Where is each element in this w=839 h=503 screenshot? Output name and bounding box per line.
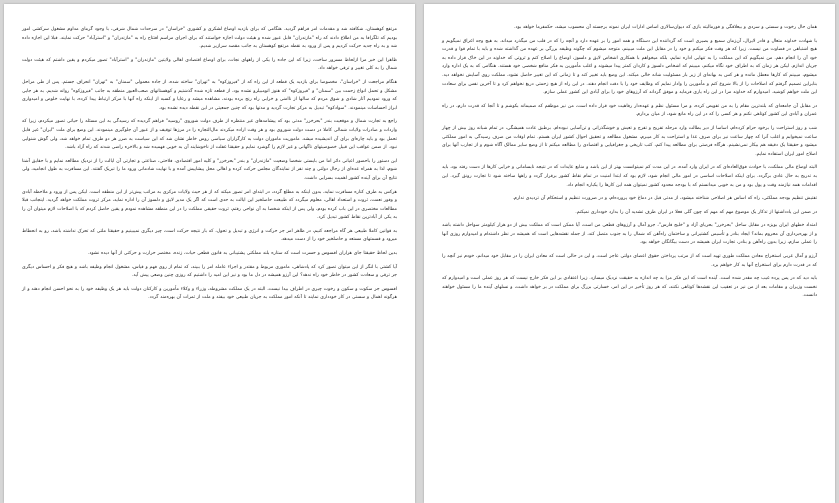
left-paragraph-7: به قوانین کاملا طبیعی هر گاه مراجعه کنیم، در ظاهر امر جز حرکت و انرژی و تبدیل و تحول، که بار نتیجه حرکت است، چیز دیگری نمیبینیم و حقیقتا ملتی که تحرک نداشته باشد، رو به انحطاط میرود و قسمتهای مستعد و حاصلخیز خود را از دست میدهد. [22,228,397,243]
right-paragraph-9: آرزو و آمال غربی استخراج معادن مملکت طوری تهیه است که از مرتب پرداختن حقوق اعضای دولتی عاجز است، و این در حالی است که معادن ایران را در مقابل خود میدانم، خودم نیز آنچه را که در قدرت دارم برای استخراج آنها به کار خواهم برد. [442,254,817,268]
right-paragraph-4: شب و روز استراحت را برخود حرام کرده‌ام، اساسا از دیر بطالت وارد مرحله تفریح و تفرج و تعیش و خوشگذرانی و تن‌آسایی نبوده‌ام. برطبق عادت همیشگی، در تمام شبانه روز بیش از چهار ساعت نمیخوابم و اغلب آنرا که چهار ساعت نیز برای صرف غذا و استراحت به کار میبرم، مشغول مطالعه و تحقیق احوال کشور ایران هستم. تمام اوقات من صرف رسیدگی به امور مملکتی میشود و حقیقتا یک دقیقه هم بیکار نمی‌نشینم. هرگاه فرصتی برای مطالعه پیدا کنم، کتب تاریخی و جغرافیایی و اقتصادی را مطالعه میکنم تا از وضع سایر ممالک آگاه شوم و از تجارب آنها برای اصلاح امور ایران استفاده نمایم. [442,125,817,157]
right-paragraph-7: در ضمن این یادداشتها از تذکار یک موضوع مهم که مهم که چون گلی فعلا در ایران طرف تشدید آن را بدارد خودداری نمیکنم. [575,209,817,215]
right-paragraph-5: البته اوضاع مالی مملکت، با حوادث فوق‌العاده‌ای که در ایران وارد آمده، در این مدت کم نمیتوانست بهتر از این باشد و منابع عایدات که در نتیجه نابسامانی و خرابی کارها از دست رفته بود، باید به تدریج به حال عادی برگردد. برای اینکه اصلاحات اساسی در امور مالی انجام شود، لازم بود که ابتدا امنیت در تمام نقاط کشور برقرار گردد و راهها ساخته شود تا تجارت رونق گیرد. این اقدامات همه نیازمند وقت و پول بود و من به خوبی میدانستم که با بودجه محدود کشور نمیتوان همه این کارها را یکباره انجام داد. [442,165,817,188]
left-paragraph-3: هنگام مراجعت از "خراسان"، مخصوصا برای بازدید یک قطعه از این راه که از "فیروزکوه" به "تهران" ساخته شده، از جاده معمولی "سمنان" به "تهران" انحراف جستم. پس از طی مراحل مشکل و تحمل انواع زحمت بین "سمنان" و "فیروزکوه" که هنوز اتومبیلرو نشده بود، از قطعه تازه شده گذشتیم و کوهستانهای صعب‌العبور منطقه به جانب "فیروزکوه" روانه شدیم. به هر جایی که ورود نمودیم آثار شادی و شوق مردم که سالها از ناامنی و خرابی راه رنج برده بودند، مشاهده میشد و رعایا و کسبه از اینکه راه آنها با مرکز ارتباط پیدا کرده، با نهایت خلوص و امیدواری ابراز احساسات مینمودند. "سوادکوه" تبدیل به مرکز تجارت گردید و مدتها بود که چنین جمعیتی در این نقطه دیده نشده بود. [22,79,397,111]
left-page [4,4,415,503]
left-paragraph-10: افسوس جز سکوت و سکون و رخوت چیزی در اطراف بیدا نیست، البته در یک مملکت مشروطه، وزراء و وکلاء مأمورین و کارکنان دولت باید هر یک وظیفه خود را به نحو احسن انجام دهند و از هرگونه اهمال و سستی در کار خودداری نمایند تا آنکه امور مملکت به جریان طبیعی خود بیفتد و ملت از ثمرات آن بهره‌مند گردد. [22,286,397,301]
right-paragraph-3: در مقابل آن جامعه‌ای که بلندترین مقام را به من تفویض کرده، و مرا مسئول نظم و عهده‌دار رفاهیت خود قرار داده است، من نیز موظفم که صمیمانه بکوشم و تا آنجا که قدرت دارم، در راه عمران و آبادی این کشور کوتاهی نکنم و هر کسی را که در این راه مانع شود، از میان بردارم. [442,103,817,118]
left-paragraph-6: هرکس به طرف کناره مسافرت نماید، بدون اینکه به مطلع گردد، در ابتدای امر تصور میکند که از هر حیث ولایات مرکزی به مراتب پیش‌تر از این منطقه است. لیکن پس از ورود و ملاحظه آبادی و وفور نعمت، ثروت و استعداد اهالی، معلوم میگردد که طبیعت حاصلخیز این ایالت به حدی است که اگر یک مدیر لایق و دلسوز آن را اداره نماید، مرکز ثروت مملکت خواهد گردید. اینجانب قبلا مطالعات مختصری در این باب کرده بودم، ولی پس از اینکه شخصا به آن نواحی رفتم، ثروت حقیقی مملکت را در این منطقه مشاهده نمودم و یقین حاصل کردم که با اصلاحات لازم میتوان آن را به یکی از آبادترین نقاط کشور تبدیل کرد. [22,189,397,221]
right-paragraph-2: با شهادت خداوند متعال و قادر لایزال، آن‌زمان سمیع و بصیری است که گرداننده این دستگاه و همه امور را بر عهده دارد و آنچه را که در قلب من میگذرد میداند. به هیچ وجه اغراق نمیگویم و هیچ اشتباهی در قضاوت من نیست. زیرا که هر وقت فکر میکنم و خود را در مقابل این ملت میبینم، متوجه میشوم که چگونه وظیفه بزرگی بر عهده من گذاشته شده و باید با تمام قوا و قدرت خود آن را انجام دهم. من نمیگویم که این مملکت را به تنهایی اداره نمایم، بلکه میخواهم با همکاری اشخاص لایق و دلسوز، اوضاع را اصلاح کنم و ثروتی که خداوند در این خاک قرار داده به جریان اندازم. لیکن هر زمان که به اطراف خود نگاه میکنم، میبینم که اشخاص دلسوز و کاردان کمتر پیدا میشوند و اغلب مأمورین به فکر منافع شخصی خود هستند. هنگامی که به یک اداره وارد میشوم، میبینم که کارها معطل مانده و هر کس به بهانه‌ای از زیر بار مسئولیت شانه خالی میکند. این وضع باید تغییر کند و تا زمانی که این تغییر حاصل نشود، مملکت روی آسایش نخواهد دید. بنابراین تصمیم گرفتم که اصلاحات را از بالا شروع کنم و مأمورین را وادار نمایم که وظایف خود را با دقت انجام دهند. در این راه از هیچ زحمتی دریغ نخواهم کرد و تا آخرین نفس برای سعادت این ملت خواهم کوشید. امیدوارم که خداوند مرا در این راه یاری فرماید و موفق گرداند که آرزوهای خود را برای آبادی این کشور عملی سازم. [442,38,817,96]
right-paragraph-10: باید دید که در پس پرده غیب چه مقدر شده است. آینده است که این فکر مرا به چه اندازه به حقیقت نزدیک میسازد. زیرا اعتقادی بر این فکر خارج نیست که هر روز عملی است و امیدوارم که نخست وزیران و مقامات بعد از من نیز در تعقیب این نقشه‌ها کوتاهی نکنند، که هر روز تأخیر در این امر، خسارتی بزرگ برای مملکت در بر خواهد داشت، و نسلهای آینده ما را مسئول خواهند دانست. [442,276,817,299]
left-paragraph-5: این دستور را باحضور اعیانی دائر اما من بایستی شخصا وضعیت "مازندران" و بندر "بحرخزر" و کلیه امور اقتصادی، فلاحتی، صناعتی و تجارتی آن ایالت را از نزدیک مطالعه نمایم و با حقایق آشنا شوم، لذا به همراه عده‌ای از رجال دولتی و چند نفر از نمایندگان مجلس حرکت کرده و اهالی محل پیشاپیش آمده و با نهایت شادمانی ورود ما را تبریک گفتند. این مسافرت به طول انجامید، ولی نتایج آن برای آینده کشور اهمیت بسزایی داشت. [22,158,397,181]
right-paragraph-1: همان حال رخوت و سستی و سردی و بیعلاقگی و فورمالیته بازی که دیوان‌سالاری اساس ادارات ایران نمونه برجسته آن محسوب میشد، حکمفرما خواهد بود. [513,25,817,30]
left-paragraph-1: مرتفع کوهستان، شکافته شد و مقدمات امر فراهم گردید. هنگامی که برای بازدید اوضاع لشکری و کشوری "خراسان" در سرحدات شمال شرقی، با وجود گرمای مداوم مشغول سرکشی امور بودیم که تلگرافا به من اطلاع دادند که راه "مازندران" قابل عبور شده و هیئت دولت اجازه خواستند که برای اجرای مراسم افتتاح راه به "مازندران" و "استرآباد" حرکت نمایند. قبلا این اجازه داده شد و به راه جدید حرکت کردیم و پس از ورود به نقطه مرتفع کوهستان به جانب مقصد سرازیر شدیم. [22,27,397,50]
right-page [424,4,835,503]
left-paragraph-8: بدین لحاظ حقیقتا جای هزاران افسوس و حسرت است که ستاره بلند مملکتی پشتیبانی به قانون قطعی حیات، زنده، مختصر حرارت و حرکتی از آنها دیده نشود. [87,251,397,257]
right-paragraph-6: تفتیش تنظیم بودجه مملکتی، راه که اساس هر اصلاحی شناخته میشود، از مدتی قبل در دماغ خود پرورده‌ام، و در ضرورت تنظیم و استحکام آن تردیدی ندارم. [512,196,817,202]
left-paragraph-4: راجع به تجارت شمال و موقعیت بندر "بحرخزر" مدتی بود که پیشامدهای غیر منتظره از طرف دولت شوروی "روسیه" فراهم گردیده که رسیدگی به این مسئله را حیاتی تصور میکردم، زیرا که واردات و صادرات ولایات شمالی کاملا در دست دولت شوروی بود و هر وقت اراده میکردند مال‌التجاره را در مرزها توقیف و از عبور آن جلوگیری مینمودند. این وضع برای ملت "ایران" غیر قابل تحمل بود و باید چاره‌ای برای آن اندیشیده میشد. ماموریت ماموران دولت به کارگزاران سیاسی روس خاطر نشان شد که این سیاست به ضرر هر دو طرف تمام خواهد شد، ولی گوش شنوایی نبود. از ضمن عواقب این قبیل خصوصیتهای ناگهانی و غیر لازم را گوشزد نمایم و حقیقتا غفلت از ناخوشایند آن به خوبی فهمیده شد و بالاخره راضی شدند که راه آزاد باشد. [22,119,397,151]
left-paragraph-2: ظاهرا این خبر مرا ازلحاظ مسرور ساخت، زیرا که این جاده را یکی از راههای نجات، برای اوضاع اقتصادی اهالی ولایتین "مازندران" و "استرآباد" تصور میکردم و یقین داشتم که هیئت دولت شمال را به کلی تغییر و ترقی خواهد داد. [22,57,397,72]
left-paragraph-9: آیا کشتی با لنگر از این میتوان تصور کرد که پادشاهی، ماموری مربوط و مقتدر و اجزاء عامله امر را ببیند، که تمام از روی فهم و قیاس، مشغول انجام وظیفه باشد و هیچ فکر و احساس دیگری جز ترقی و سعادت کشور در خاطر خود راه ندهد؟ این آرزو همیشه در دل ما بود و نیز این امید را داشتیم که روزی چنین وضعی پیش آید. [22,264,397,279]
right-paragraph-8: امتداد خطهای ایران بویژه در مقابل ساحل "بحرخزر" بحریای آزاد و "خلیج فارس"، جزو آمال و آرزوهای قطعی من است، آیا ممکن است که مملکت بیش از دو هزار کیلومتر سواحل داشته باشد و از بهره‌برداری آن محروم بماند؟ ایجاد بنادر و تأسیس کشتیرانی و ساختمان راه‌آهن که شمال را به جنوب متصل کند، از جمله نقشه‌هایی است که همیشه در نظر داشته‌ام و امیدوارم روزی آنها را عملی سازم، زیرا بدون راه‌آهن و بنادر، تجارت ایران همیشه در دست بیگانگان خواهد بود. [442,223,817,246]
